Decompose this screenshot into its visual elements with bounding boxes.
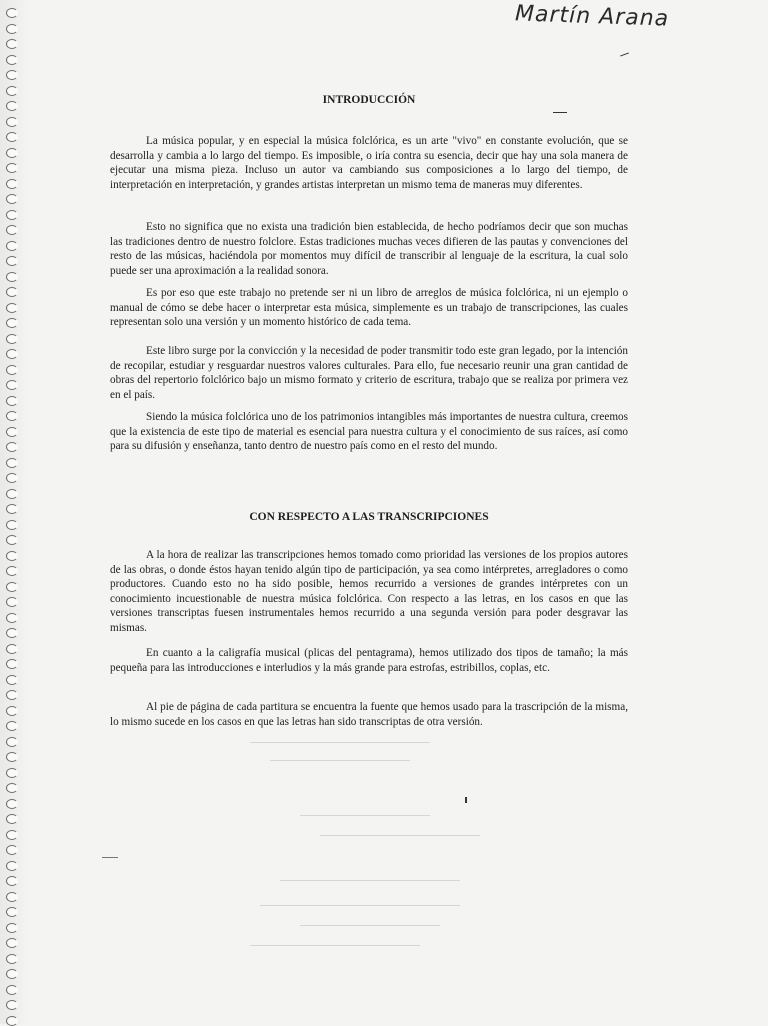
intro-paragraph-5: Siendo la música folclórica uno de los patrimonios intangibles más importantes de nuestra cultura, creemos que la existencia de este tipo de material es esencial para nuestra cultura y el conocimiento de sus raíces, así como para su difusión y enseñanza, tanto dentro de nuestro país como en el resto del mundo. bbox=[110, 411, 628, 453]
binding-hole bbox=[6, 334, 18, 344]
binding-hole bbox=[6, 194, 18, 204]
binding-hole bbox=[6, 551, 18, 561]
binding-hole bbox=[6, 597, 18, 607]
binding-hole bbox=[6, 411, 18, 421]
binding-hole bbox=[6, 845, 18, 855]
bleed-through-line bbox=[250, 742, 430, 743]
binding-hole bbox=[6, 675, 18, 685]
binding-hole bbox=[6, 737, 18, 747]
intro-paragraph-3: Es por eso que este trabajo no pretende ser ni un libro de arreglos de música folclórica, ni un ejemplo o manual de cómo se debe hacer o interpretar esta música, simplemente es un trabajo de transcripciones, las cuales representan solo una versión y un momento histórico de cada tema. bbox=[110, 287, 628, 329]
binding-hole bbox=[6, 8, 18, 18]
binding-hole bbox=[6, 148, 18, 158]
binding-hole bbox=[6, 892, 18, 902]
handwritten-name: Martín Arana bbox=[514, 1, 670, 32]
binding-hole bbox=[6, 272, 18, 282]
binding-hole bbox=[6, 24, 18, 34]
intro-paragraph-2: Esto no significa que no exista una tradición bien establecida, de hecho podríamos decir que son muchas las tradiciones dentro de nuestro folclore. Estas tradiciones muchas veces difieren de las pautas y convenciones del resto de las músicas, haciéndola por momentos muy difícil de transcribir al lenguaje de la escritura, la cual solo puede ser una aproximación a la realidad sonora. bbox=[110, 221, 628, 277]
binding-hole bbox=[6, 458, 18, 468]
binding-hole bbox=[6, 396, 18, 406]
binding-hole bbox=[6, 830, 18, 840]
binding-hole bbox=[6, 752, 18, 762]
bleed-through-line bbox=[300, 925, 440, 926]
transcripciones-paragraph-2: En cuanto a la caligrafía musical (plicas del pentagrama), hemos utilizado dos tipos de tamaño; la más pequeña para las introducciones e interludios y la más grande para estrofas, estribillos, coplas, etc. bbox=[110, 647, 628, 674]
binding-hole bbox=[6, 659, 18, 669]
binding-hole bbox=[6, 132, 18, 142]
binding-hole bbox=[6, 814, 18, 824]
transcripciones-paragraph-3: Al pie de página de cada partitura se encuentra la fuente que hemos usado para la trascripción de la misma, lo mismo sucede en los casos en que las letras han sido transcriptas de otra versión. bbox=[110, 701, 628, 728]
binding-hole bbox=[6, 535, 18, 545]
binding-hole bbox=[6, 101, 18, 111]
intro-paragraph-4: Este libro surge por la convicción y la necesidad de poder transmitir todo este gran legado, por la intención de recopilar, estudiar y resguardar nuestros valores culturales. Para ello, fue necesario reunir una gran cantidad de obras del repertorio folclórico bajo un mismo formato y criterio de escritura, trabajo que se realiza por primera vez en el país. bbox=[110, 345, 628, 401]
binding-hole bbox=[6, 427, 18, 437]
binding-hole bbox=[6, 380, 18, 390]
introduccion-heading: INTRODUCCIÓN bbox=[322, 94, 416, 106]
bleed-through-line bbox=[250, 945, 420, 946]
binding-hole bbox=[6, 365, 18, 375]
binding-hole bbox=[6, 163, 18, 173]
binding-hole bbox=[6, 690, 18, 700]
binding-hole bbox=[6, 985, 18, 995]
binding-hole bbox=[6, 783, 18, 793]
bleed-through-line bbox=[300, 815, 430, 816]
binding-hole bbox=[6, 907, 18, 917]
binding-hole bbox=[6, 1016, 18, 1026]
binding-hole bbox=[6, 117, 18, 127]
binding-hole bbox=[6, 876, 18, 886]
binding-hole bbox=[6, 582, 18, 592]
transcripciones-paragraph-1: A la hora de realizar las transcripciones hemos tomado como prioridad las versiones de los propios autores de las obras, o donde éstos hayan tenido algún tipo de participación, ya sea como intérpretes, arregladores o como productores. Cuando esto no ha sido posible, hemos recurrido a versiones de grandes intérpretes con un conocimiento incuestionable de nuestra música folclórica. Con respecto a las letras, en los casos en que las versiones transcriptas fuesen instrumentales hemos recurrido a una segunda versión para poder desgravar las mismas. bbox=[110, 549, 628, 634]
binding-hole bbox=[6, 768, 18, 778]
binding-hole bbox=[6, 318, 18, 328]
binding-hole bbox=[6, 39, 18, 49]
stray-pen-mark bbox=[102, 857, 118, 858]
binding-hole bbox=[6, 861, 18, 871]
binding-hole bbox=[6, 241, 18, 251]
bleed-through-line bbox=[280, 880, 460, 881]
binding-hole bbox=[6, 473, 18, 483]
binding-hole bbox=[6, 706, 18, 716]
binding-hole bbox=[6, 70, 18, 80]
binding-hole bbox=[6, 613, 18, 623]
bleed-through-line bbox=[320, 835, 480, 836]
transcripciones-heading: CON RESPECTO A LAS TRANSCRIPCIONES bbox=[249, 511, 489, 523]
binding-hole bbox=[6, 721, 18, 731]
binding-hole bbox=[6, 938, 18, 948]
binding-hole bbox=[6, 303, 18, 313]
stray-pen-mark bbox=[465, 797, 467, 803]
binding-hole bbox=[6, 923, 18, 933]
binding-hole bbox=[6, 349, 18, 359]
binding-hole bbox=[6, 520, 18, 530]
spiral-binding bbox=[0, 0, 30, 1024]
binding-hole bbox=[6, 566, 18, 576]
stray-pen-mark bbox=[553, 112, 567, 113]
binding-hole bbox=[6, 954, 18, 964]
binding-hole bbox=[6, 628, 18, 638]
intro-paragraph-1: La música popular, y en especial la música folclórica, es un arte "vivo" en constante evolución, que se desarrolla y cambia a lo largo del tiempo. Es imposible, o iría contra su esencia, decir que hay una sola manera de ejecutar una misma pieza. Incluso un autor va cambiando sus composiciones a lo largo del tiempo, de interpretación en interpretación, y grandes artistas interpretan un mismo tema de maneras muy diferentes. bbox=[110, 135, 628, 191]
binding-hole bbox=[6, 86, 18, 96]
binding-hole bbox=[6, 799, 18, 809]
stray-pen-mark bbox=[620, 52, 629, 56]
binding-hole bbox=[6, 179, 18, 189]
binding-hole bbox=[6, 442, 18, 452]
binding-hole bbox=[6, 644, 18, 654]
binding-hole bbox=[6, 225, 18, 235]
binding-hole bbox=[6, 489, 18, 499]
binding-hole bbox=[6, 1000, 18, 1010]
bleed-through-line bbox=[260, 905, 460, 906]
binding-hole bbox=[6, 287, 18, 297]
bleed-through-line bbox=[270, 760, 410, 761]
binding-hole bbox=[6, 504, 18, 514]
binding-hole bbox=[6, 256, 18, 266]
binding-hole bbox=[6, 210, 18, 220]
binding-hole bbox=[6, 55, 18, 65]
binding-hole bbox=[6, 969, 18, 979]
